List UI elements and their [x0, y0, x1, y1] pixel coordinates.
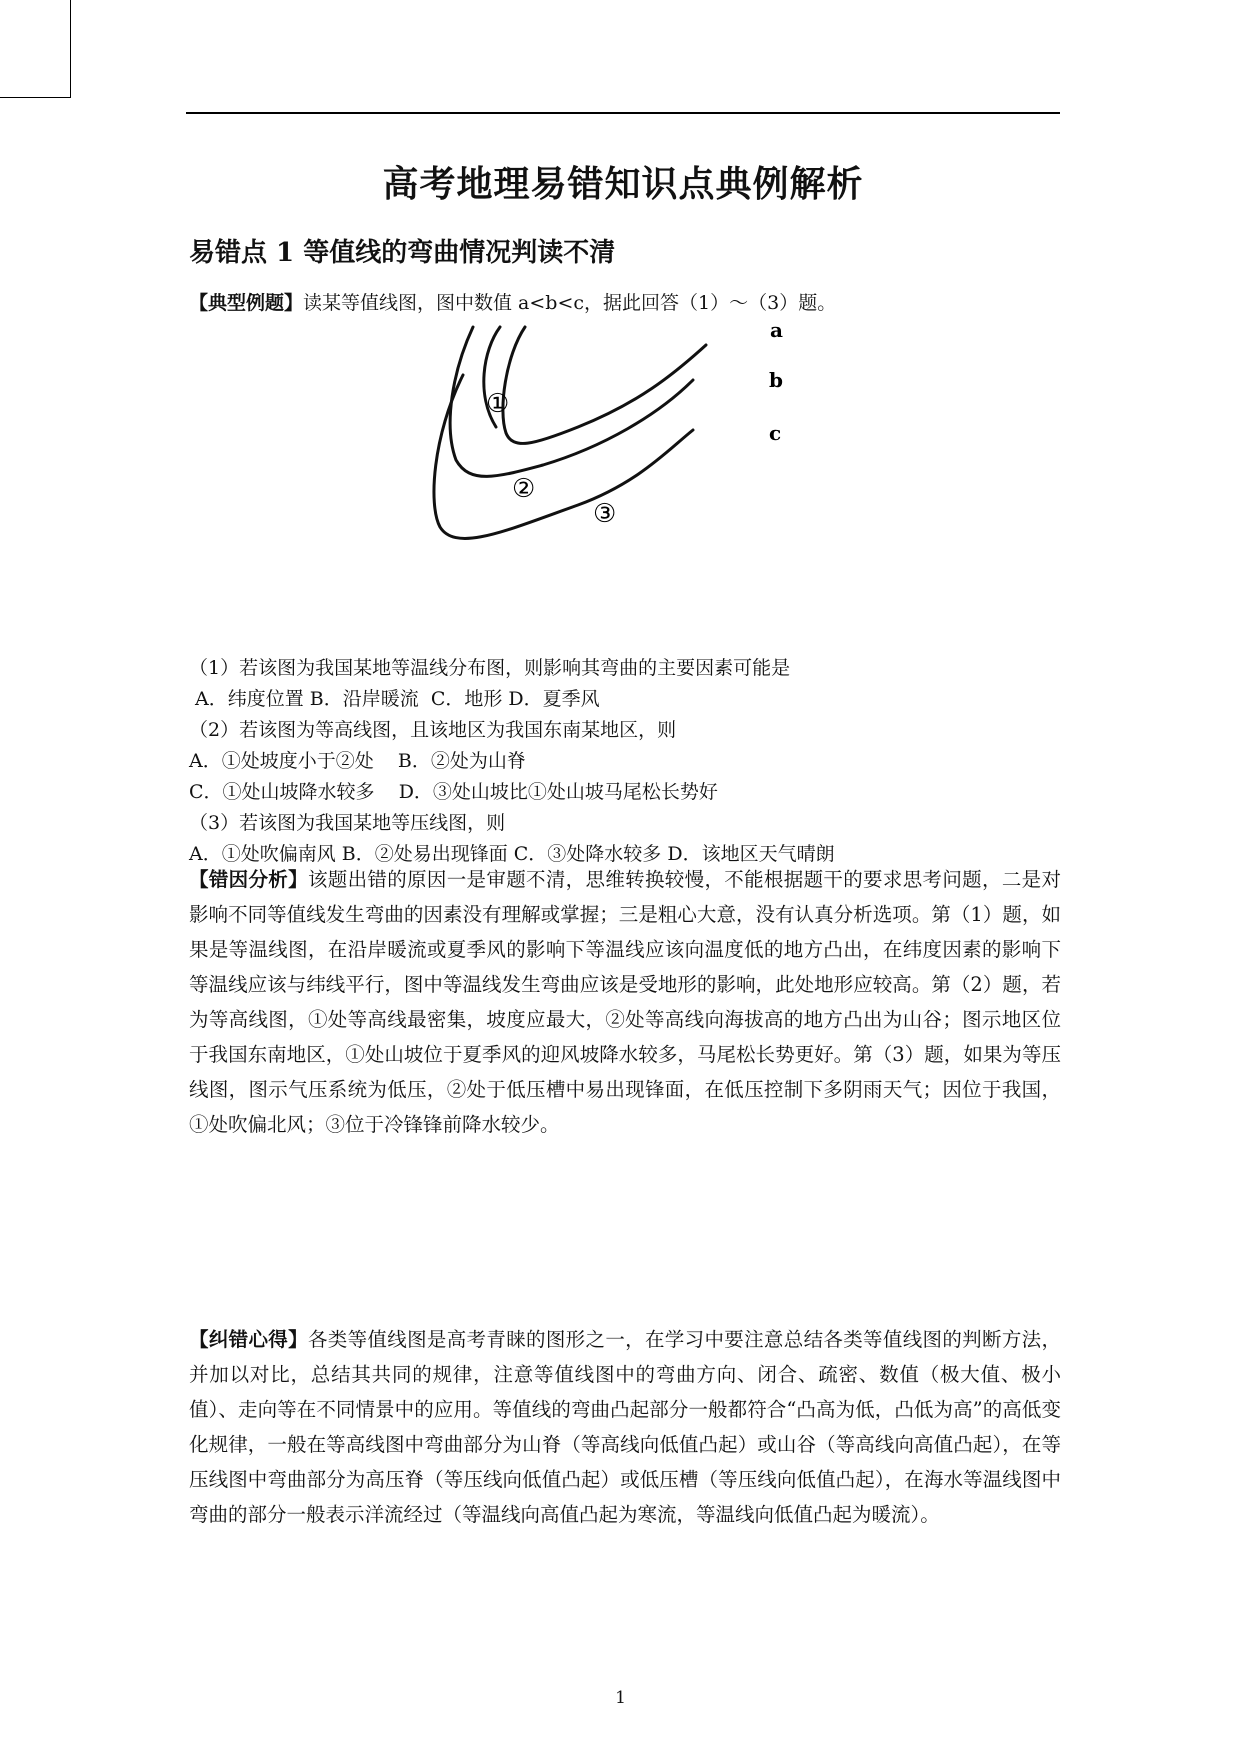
- question-line: A．①处坡度小于②处 B．②处为山脊: [189, 750, 526, 772]
- example-tag: 【典型例题】: [189, 292, 304, 314]
- page-title: 高考地理易错知识点典例解析: [382, 163, 864, 205]
- region-label: ②: [512, 474, 536, 504]
- correction-insight: [189, 1322, 1061, 1532]
- question-line: （2）若该图为等高线图，且该地区为我国东南某地区，则: [189, 719, 677, 741]
- question-line: A．①处吹偏南风 B．②处易出现锋面 C．③处降水较多 D．该地区天气晴朗: [189, 843, 835, 865]
- section-heading: 易错点 1 等值线的弯曲情况判读不清: [189, 238, 616, 268]
- line-label-b: b: [769, 368, 783, 392]
- region-label: ③: [593, 499, 617, 529]
- error-analysis-tag: 【错因分析】: [189, 868, 308, 891]
- example-intro-text: 读某等值线图，图中数值 a<b<c，据此回答（1）～（3）题。: [303, 292, 837, 314]
- contour-figure: [428, 315, 828, 605]
- header-rule: [186, 112, 1060, 114]
- region-label: ①: [486, 389, 510, 419]
- error-analysis-text: 该题出错的原因一是审题不清，思维转换较慢，不能根据题干的要求思考问题，二是对影响不同等值线发生弯曲的因素没有理解或掌握；三是粗心大意，没有认真分析选项。第（1）题，如果是等温线图，在沿岸暖流或夏季风的影响下等温线应该向温度低的地方凸出，在纬度因素的影响下等温线应该与纬线平行，图中等温线发生弯曲应该是受地形的影响，此处地形应较高。第（2）题，若为等高线图，①处等高线最密集，坡度应最大，②处等高线向海拔高的地方凸出为山谷；图示地区位于我国东南地区，①处山坡位于夏季风的迎风坡降水较多，马尾松长势更好。第（3）题，如果为等压线图，图示气压系统为低压，②处于低压槽中易出现锋面，在低压控制下多阴雨天气；因位于我国，①处吹偏北风；③位于冷锋锋前降水较少。: [189, 868, 1061, 1136]
- example-intro: [189, 288, 836, 315]
- contour-line-a: [484, 327, 706, 443]
- page-number: 1: [615, 1688, 626, 1708]
- question-line: C．①处山坡降水较多 D．③处山坡比①处山坡马尾松长势好: [189, 781, 718, 803]
- question-line: A．纬度位置 B．沿岸暖流 C．地形 D．夏季风: [189, 688, 600, 710]
- corner-crop-mark: [0, 0, 71, 98]
- correction-insight-tag: 【纠错心得】: [189, 1328, 308, 1351]
- question-line: （3）若该图为我国某地等压线图，则: [189, 812, 506, 834]
- error-analysis: [189, 862, 1061, 1142]
- correction-insight-text: 各类等值线图是高考青睐的图形之一，在学习中要注意总结各类等值线图的判断方法，并加以对比，总结其共同的规律，注意等值线图中的弯曲方向、闭合、疏密、数值（极大值、极小值）、走向等在不同情景中的应用。等值线的弯曲凸起部分一般都符合“凸高为低，凸低为高”的高低变化规律，一般在等高线图中弯曲部分为山脊（等高线向低值凸起）或山谷（等高线向高值凸起），在等压线图中弯曲部分为高压脊（等压线向低值凸起）或低压槽（等压线向低值凸起），在海水等温线图中弯曲的部分一般表示洋流经过（等温线向高值凸起为寒流，等温线向低值凸起为暖流）。: [189, 1328, 1061, 1526]
- line-label-c: c: [769, 421, 782, 445]
- question-line: （1）若该图为我国某地等温线分布图，则影响其弯曲的主要因素可能是: [189, 657, 791, 679]
- line-label-a: a: [770, 318, 783, 342]
